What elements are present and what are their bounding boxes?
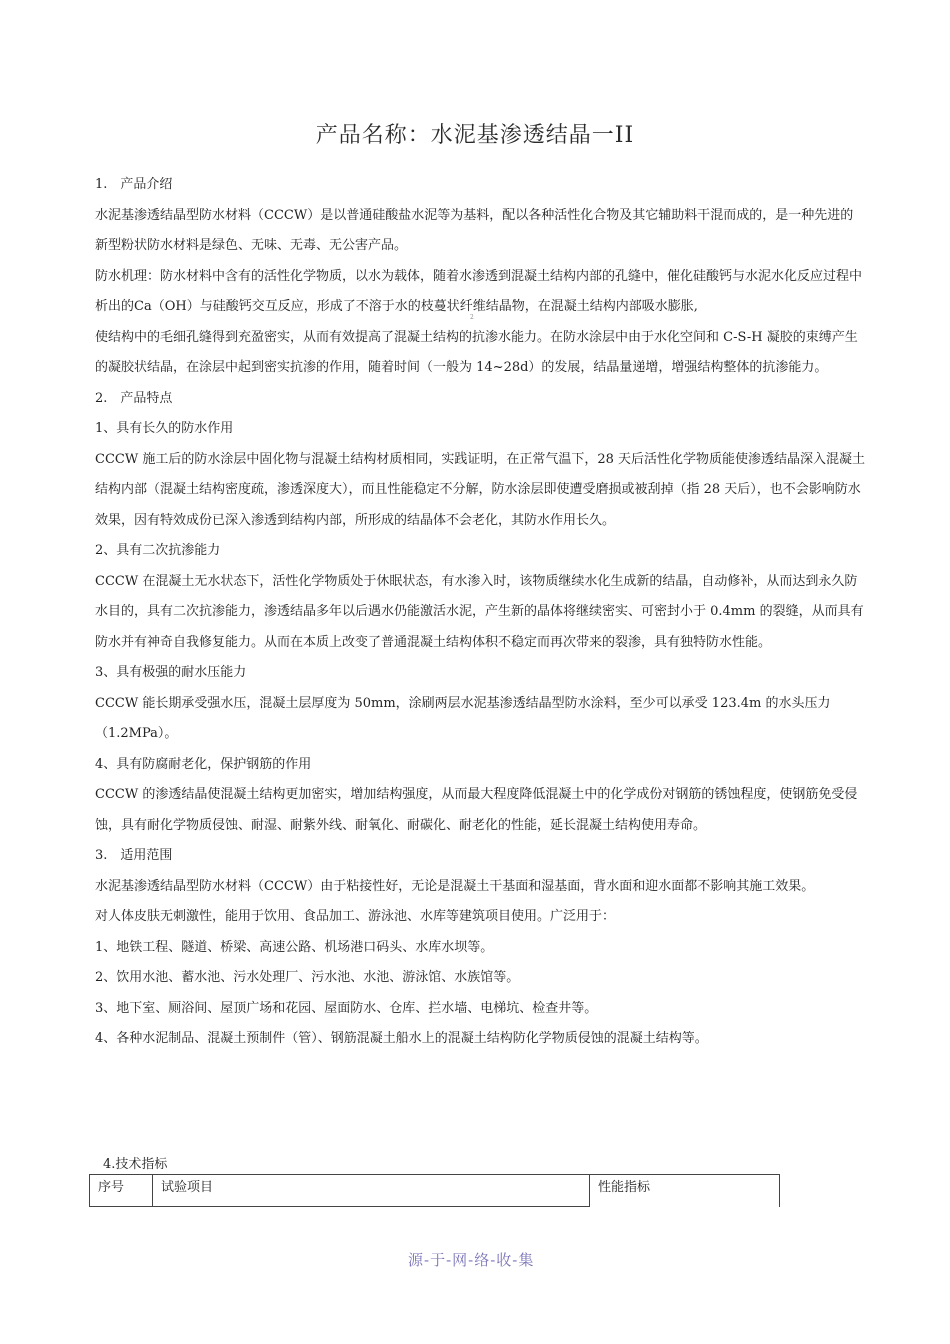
document-body [95, 170, 865, 1055]
footer-watermark: 源-于-网-络-收-集 [408, 1251, 535, 1269]
feature-heading-4: 4、具有防腐耐老化，保护钢筋的作用 [95, 756, 312, 772]
page-title: 产品名称：水泥基渗透结晶一II [315, 123, 635, 148]
paragraph-intro: 水泥基渗透结晶型防水材料（CCCW）是以普通硅酸盐水泥等为基料，配以各种活性化合物及其它辅助料干混而成的，是一种先进的新型粉状防水材料是绿色、无味、无毒、无公害产品。 [95, 207, 854, 253]
paragraph-scope: 水泥基渗透结晶型防水材料（CCCW）由于粘接性好，无论是混凝土干基面和湿基面，背水面和迎水面都不影响其施工效果。 [95, 878, 815, 894]
page-mark: 2 [470, 314, 474, 321]
paragraph-mechanism: 防水机理：防水材料中含有的活性化学物质，以水为载体，随着水渗透到混凝土结构内部的孔缝中，催化硅酸钙与水泥水化反应过程中析出的Ca（OH）与硅酸钙交互反应，形成了不溶于水的枝蔓状纤维结晶物，在混凝土结构内部吸水膨胀, [95, 268, 863, 314]
table-header-row [90, 1175, 780, 1207]
scope-item-2: 2、饮用水池、蓄水池、污水处理厂、污水池、水池、游泳馆、水族馆等。 [95, 970, 520, 985]
paragraph-scope-usage: 对人体皮肤无刺激性，能用于饮用、食品加工、游泳池、水库等建筑项目使用。广泛用于： [95, 909, 616, 924]
scope-item-1: 1、地铁工程、隧道、桥梁、高速公路、机场港口码头、水库水坝等。 [95, 939, 494, 955]
feature-text-2: CCCW 在混凝土无水状态下，活性化学物质处于休眠状态，有水渗入时，该物质继续水化生成新的结晶，自动修补，从而达到永久防水目的，具有二次抗渗能力，渗透结晶多年以后遇水仍能激活水泥，产生新的晶体将继续密实、可密封小于 0.4mm 的裂缝，从而具有防水并有神奇自我修复能力。从而在本质上改变了普通混凝土结构体积不稳定而再次带来的裂渗，具有独特防水性能。 [95, 573, 864, 650]
feature-text-3: CCCW 能长期承受强水压，混凝土层厚度为 50mm，涂刷两层水泥基渗透结晶型防水涂料，至少可以承受 123.4m 的水头压力（1.2MPa）。 [95, 695, 831, 741]
tech-section-title: 4.技术指标 [103, 1157, 168, 1172]
feature-heading-3: 3、具有极强的耐水压能力 [95, 665, 247, 680]
header-test-item: 试验项目 [153, 1175, 590, 1207]
tech-spec-table [89, 1174, 780, 1207]
section-heading-intro: 1. 产品介绍 [95, 177, 173, 192]
section-heading-scope: 3. 适用范围 [95, 848, 173, 863]
header-performance: 性能指标 [590, 1175, 780, 1207]
scope-item-3: 3、地下室、厕浴间、屋顶广场和花园、屋面防水、仓库、拦水墙、电梯坑、检查井等。 [95, 1000, 598, 1016]
scope-item-4: 4、各种水泥制品、混凝土预制件（管）、钢筋混凝土船水上的混凝土结构防化学物质侵蚀的混凝土结构等。 [95, 1031, 708, 1046]
feature-text-4: CCCW 的渗透结晶使混凝土结构更加密实，增加结构强度，从而最大程度降低混凝土中的化学成份对钢筋的锈蚀程度，使钢筋免受侵蚀，具有耐化学物质侵蚀、耐湿、耐紫外线、耐氧化、耐碳化、耐老化的性能，延长混凝土结构使用寿命。 [95, 787, 858, 833]
feature-text-1: CCCW 施工后的防水涂层中固化物与混凝土结构材质相同，实践证明，在正常气温下，28 天后活性化学物质能使渗透结晶深入混凝土结构内部（混凝土结构密度疏，渗透深度大），而且性能稳定不分解，防水涂层即使遭受磨损或被刮掉（指 28 天后），也不会影响防水效果，因有特效成份已深入渗透到结构内部，所形成的结晶体不会老化，其防水作用长久。 [95, 451, 866, 528]
feature-heading-1: 1、具有长久的防水作用 [95, 421, 234, 436]
header-serial-number: 序号 [90, 1175, 153, 1207]
section-heading-features: 2. 产品特点 [95, 390, 173, 406]
feature-heading-2: 2、具有二次抗渗能力 [95, 543, 221, 558]
paragraph-mechanism-continued: 使结构中的毛细孔缝得到充盈密实，从而有效提高了混凝土结构的抗渗水能力。在防水涂层中由于水化空间和 C-S-H 凝胶的束缚产生的凝胶状结晶，在涂层中起到密实抗渗的作用，随着时间（一般为 14~28d）的发展，结晶量递增，增强结构整体的抗渗能力。 [95, 329, 858, 375]
